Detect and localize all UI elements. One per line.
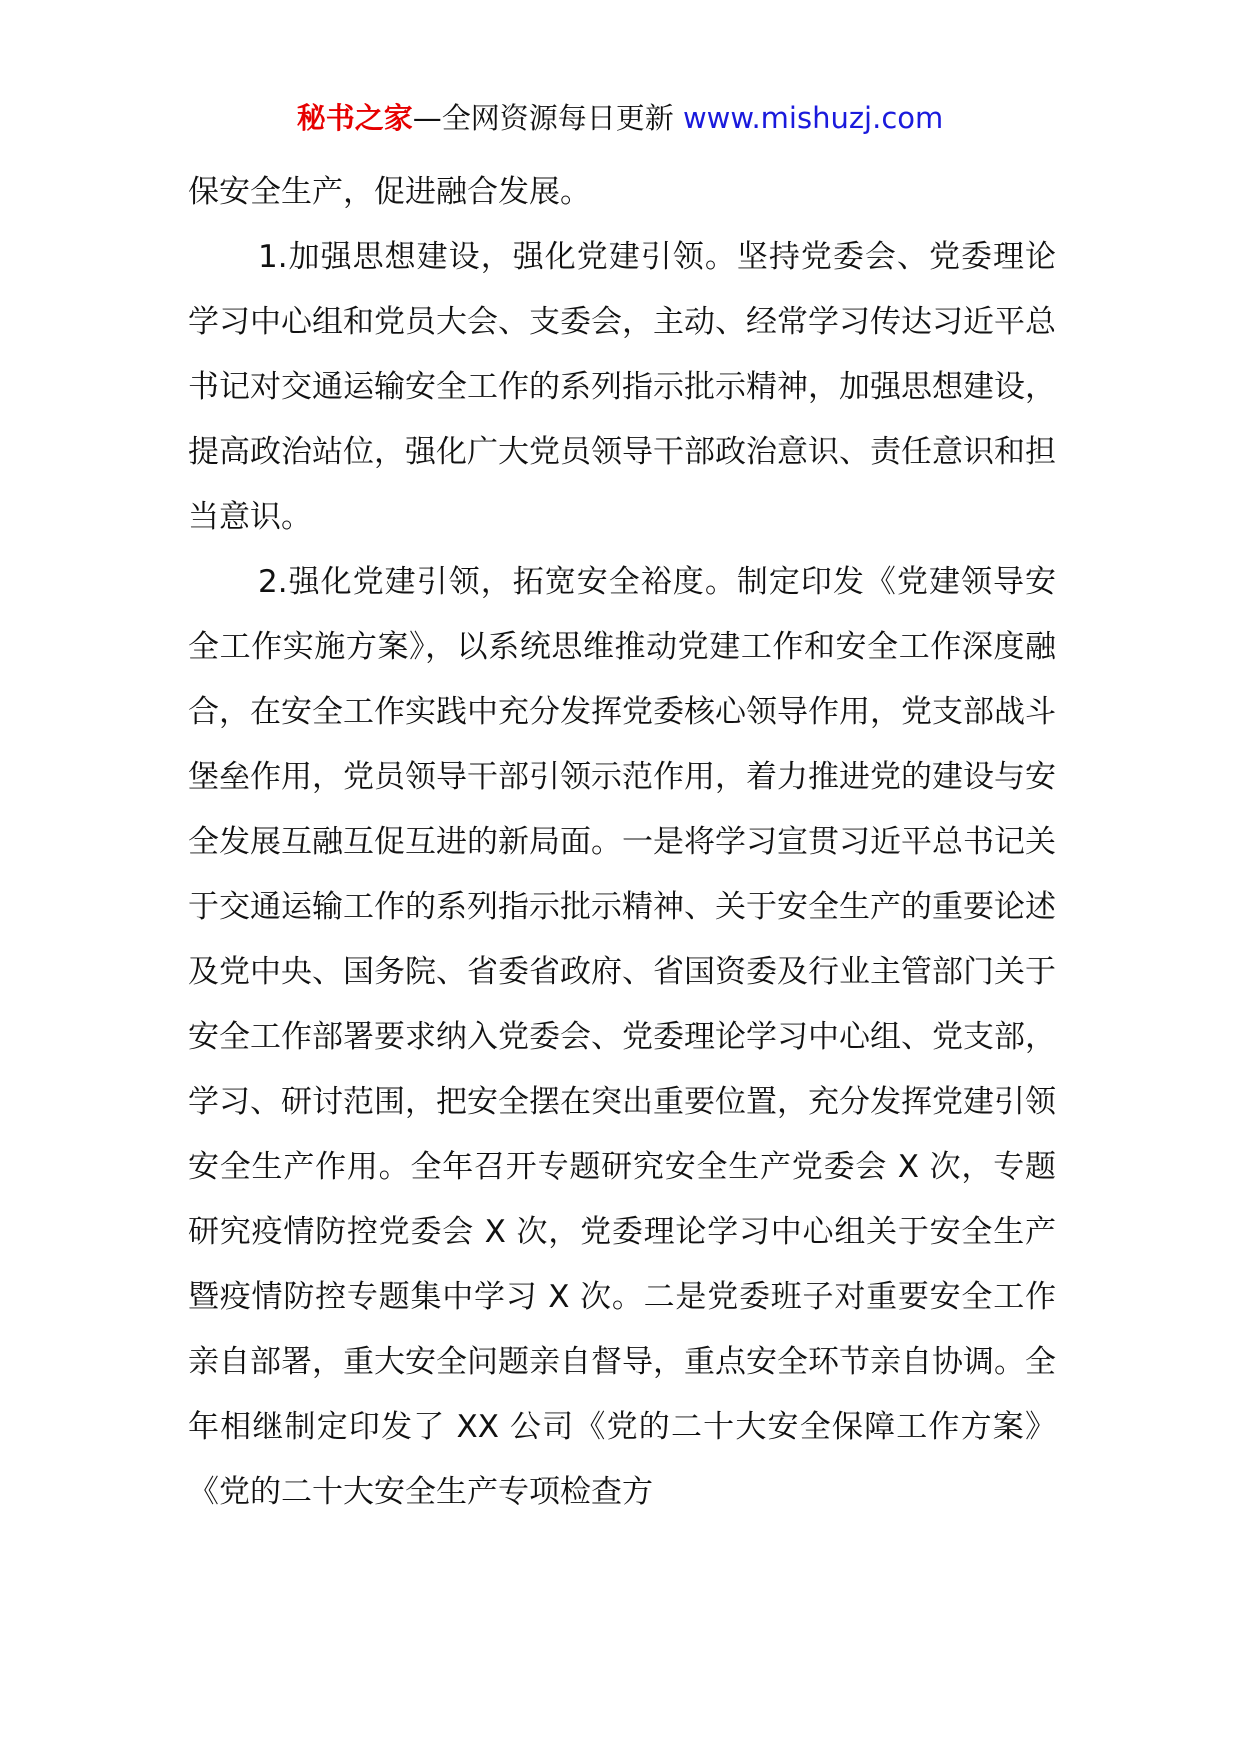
paragraph-item-1: 1.加强思想建设，强化党建引领。坚持党委会、党委理论学习中心组和党员大会、支委会，主动、经常学习传达习近平总书记对交通运输安全工作的系列指示批示精神，加强思想建设，提高政治站位，强化广大党员领导干部政治意识、责任意识和担当意识。: [188, 239, 1056, 535]
watermark-header: [0, 98, 1240, 138]
header-tagline: —全网资源每日更新: [412, 101, 674, 135]
document-body: [188, 160, 1056, 1525]
paragraph-continuation: 保安全生产，促进融合发展。: [188, 174, 591, 210]
website-link[interactable]: www.mishuzj.com: [682, 101, 944, 135]
brand-name: 秘书之家: [296, 101, 413, 135]
paragraph-item-2: 2.强化党建引领，拓宽安全裕度。制定印发《党建领导安全工作实施方案》，以系统思维推动党建工作和安全工作深度融合，在安全工作实践中充分发挥党委核心领导作用，党支部战斗堡垒作用，党员领导干部引领示范作用，着力推进党的建设与安全发展互融互促互进的新局面。一是将学习宣贯习近平总书记关于交通运输工作的系列指示批示精神、关于安全生产的重要论述及党中央、国务院、省委省政府、省国资委及行业主管部门关于安全工作部署要求纳入党委会、党委理论学习中心组、党支部，学习、研讨范围，把安全摆在突出重要位置，充分发挥党建引领安全生产作用。全年召开专题研究安全生产党委会 X 次，专题研究疫情防控党委会 X 次，党委理论学习中心组关于安全生产暨疫情防控专题集中学习 X 次。二是党委班子对重要安全工作亲自部署，重大安全问题亲自督导，重点安全环节亲自协调。全年相继制定印发了 XX 公司《党的二十大安全保障工作方案》《党的二十大安全生产专项检查方: [188, 564, 1056, 1510]
